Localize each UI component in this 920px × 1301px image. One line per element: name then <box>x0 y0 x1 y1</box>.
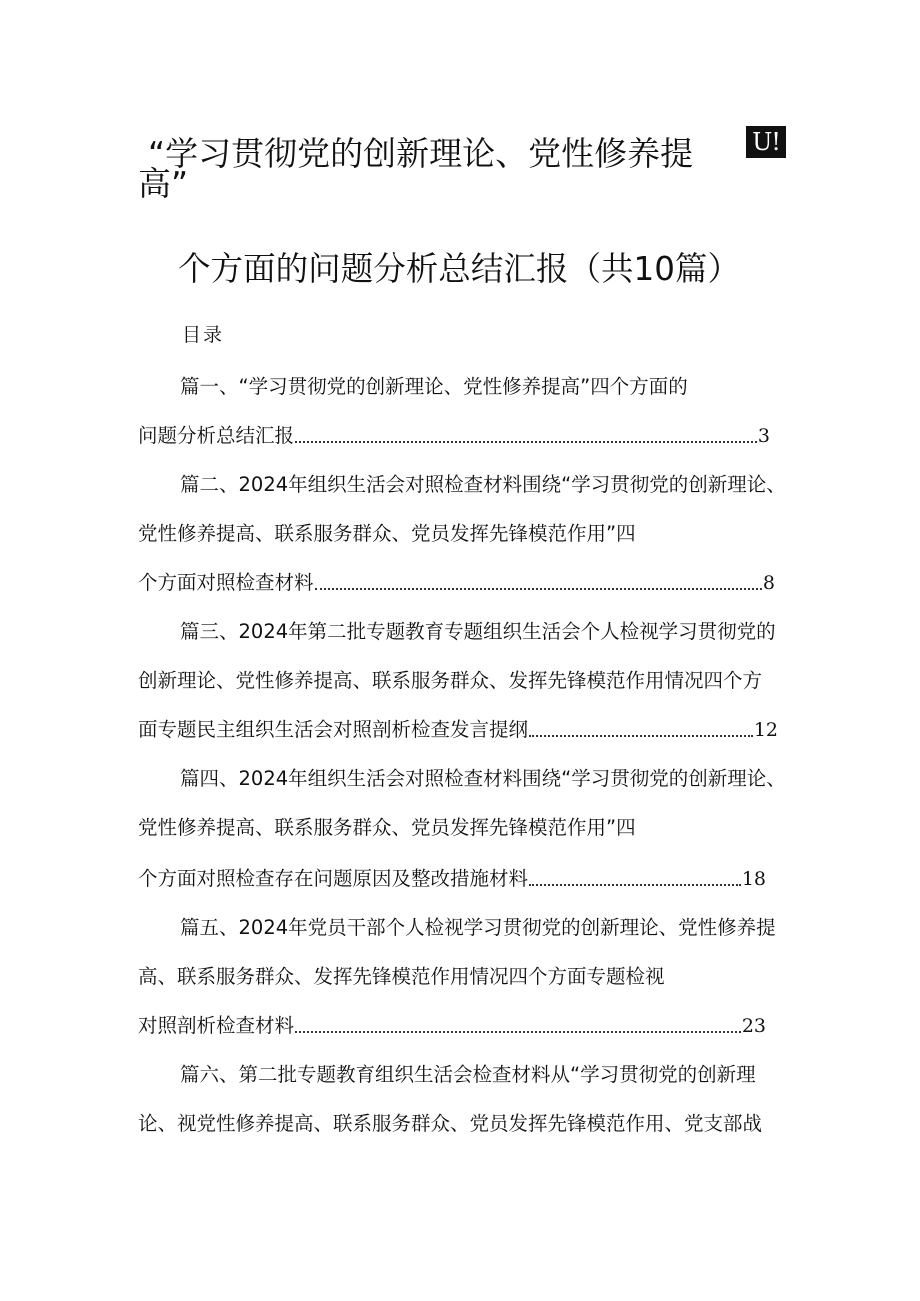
toc-entry-3-page: 12 <box>753 719 778 741</box>
toc-entry-3-line-2: 创新理论、党性修养提高、联系服务群众、发挥先锋模范作用情况四个方 <box>138 669 763 692</box>
dot-leader <box>295 431 757 443</box>
toc-entry-5-page: 23 <box>741 1015 766 1037</box>
toc-entry-6-line-1: 篇六、第二批专题教育组织生活会检查材料从“学习贯彻党的创新理 <box>180 1063 756 1086</box>
toc-entry-3-line-1: 篇三、2024年第二批专题教育专题组织生活会个人检视学习贯彻党的 <box>180 620 776 643</box>
toc-entry-1-last-line[interactable] <box>138 423 770 449</box>
toc-entry-4-last-line[interactable] <box>138 866 766 892</box>
toc-entry-4-title: 个方面对照检查存在问题原因及整改措施材料 <box>138 867 529 890</box>
dot-leader <box>315 578 762 590</box>
logo-badge: U! <box>746 126 786 158</box>
toc-entry-6-line-2: 论、视党性修养提高、联系服务群众、党员发挥先锋模范作用、党支部战 <box>138 1112 763 1135</box>
toc-entry-2-line-2: 党性修养提高、联系服务群众、党员发挥先锋模范作用”四 <box>138 522 636 545</box>
toc-entry-5-line-1: 篇五、2024年党员干部个人检视学习贯彻党的创新理论、党性修养提 <box>180 916 776 939</box>
toc-entry-2-line-1: 篇二、2024年组织生活会对照检查材料围绕“学习贯彻党的创新理论、 <box>180 473 786 496</box>
toc-entry-4-page: 18 <box>741 868 766 890</box>
toc-entry-1-line-1: 篇一、“学习贯彻党的创新理论、党性修养提高”四个方面的 <box>180 375 688 398</box>
toc-entry-5-last-line[interactable] <box>138 1013 766 1039</box>
toc-entry-2-last-line[interactable] <box>138 570 775 596</box>
toc-entry-3-last-line[interactable] <box>138 717 778 743</box>
document-title-line-1: “学习贯彻党的创新理论、党性修养提 <box>148 134 694 173</box>
document-title-line-2: 高” <box>138 164 189 203</box>
dot-leader <box>295 1021 741 1033</box>
toc-entry-2-title: 个方面对照检查材料 <box>138 571 314 594</box>
toc-entry-1-page: 3 <box>757 425 770 447</box>
toc-entry-5-title: 对照剖析检查材料 <box>138 1014 295 1037</box>
dot-leader <box>529 725 753 737</box>
document-title-line-3: 个方面的问题分析总结汇报（共10篇） <box>178 249 741 288</box>
toc-entry-4-line-1: 篇四、2024年组织生活会对照检查材料围绕“学习贯彻党的创新理论、 <box>180 767 786 790</box>
toc-heading: 目录 <box>182 324 225 346</box>
toc-entry-2-page: 8 <box>762 572 775 594</box>
toc-entry-5-line-2: 高、联系服务群众、发挥先锋模范作用情况四个方面专题检视 <box>138 965 665 988</box>
dot-leader <box>529 874 741 886</box>
toc-entry-3-title: 面专题民主组织生活会对照剖析检查发言提纲 <box>138 718 529 741</box>
toc-entry-4-line-2: 党性修养提高、联系服务群众、党员发挥先锋模范作用”四 <box>138 816 636 839</box>
toc-entry-1-title: 问题分析总结汇报 <box>138 424 295 447</box>
